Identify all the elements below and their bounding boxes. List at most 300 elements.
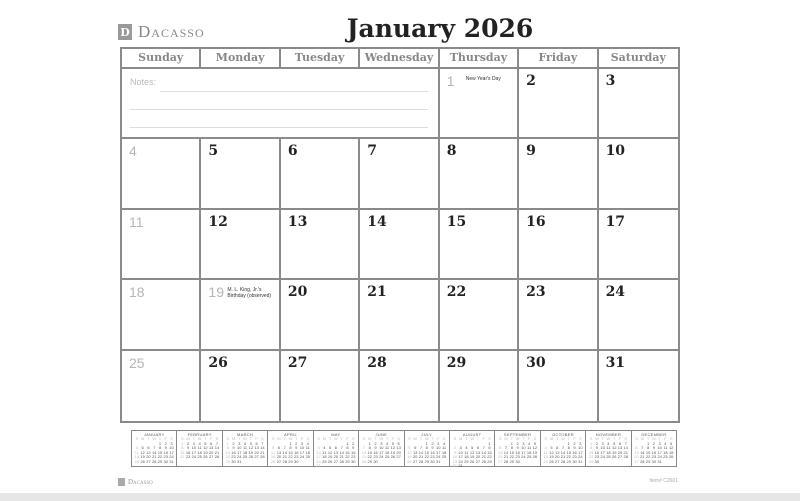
mini-weekday: F xyxy=(573,436,576,441)
mini-day: 8 xyxy=(589,445,593,450)
weekday-header: Friday xyxy=(519,49,598,69)
mini-day: 11 xyxy=(322,449,327,455)
mini-day: 27 xyxy=(498,458,503,464)
day-cell[interactable] xyxy=(281,210,360,280)
mini-day: 5 xyxy=(670,440,673,446)
day-number: 4 xyxy=(129,143,137,160)
mini-weekday: T xyxy=(340,436,343,441)
day-cell[interactable] xyxy=(122,210,201,280)
mini-day: 29 xyxy=(225,458,230,464)
mini-day: 26 xyxy=(611,454,617,459)
mini-day: 13 xyxy=(412,449,418,455)
mini-weekday: S xyxy=(624,436,628,441)
mini-day: 21 xyxy=(418,454,424,459)
mini-day: 13 xyxy=(396,445,401,450)
mini-day: 15 xyxy=(509,449,515,455)
mini-day: 14 xyxy=(481,449,486,455)
mini-day: 17 xyxy=(458,454,463,459)
mini-day: 6 xyxy=(499,445,502,450)
mini-day: 23 xyxy=(515,454,520,459)
mini-weekday: T xyxy=(419,436,423,441)
mini-day: 22 xyxy=(288,454,293,459)
mini-day: 18 xyxy=(322,454,327,459)
mini-weekday: S xyxy=(271,436,275,441)
mini-day: 14 xyxy=(214,445,220,450)
mini-day: 25 xyxy=(322,458,327,464)
mini-weekday: M xyxy=(549,436,554,441)
mini-day: 24 xyxy=(578,454,583,459)
mini-day: 15 xyxy=(566,449,571,455)
mini-day: 14 xyxy=(503,449,509,455)
mini-day: 22 xyxy=(566,454,571,459)
mini-day: 24 xyxy=(600,454,605,459)
mini-weekday: T xyxy=(601,436,604,441)
day-number: 21 xyxy=(367,284,387,301)
mini-day: 24 xyxy=(169,454,174,459)
mini-day-grid xyxy=(361,437,401,464)
day-cell[interactable] xyxy=(599,210,678,280)
mini-month-name: JUNE xyxy=(375,432,388,437)
mini-day: 24 xyxy=(379,454,384,459)
mini-day: 19 xyxy=(532,449,538,455)
mini-day: 24 xyxy=(237,454,242,459)
weekday-header: Monday xyxy=(201,49,280,69)
day-cell[interactable] xyxy=(201,210,280,280)
mini-month-name: NOVEMBER xyxy=(595,432,622,437)
mini-day: 10 xyxy=(657,445,662,450)
mini-day: 6 xyxy=(556,445,559,450)
mini-day: 8 xyxy=(510,445,513,450)
mini-weekday: T xyxy=(556,436,559,441)
day-cell[interactable] xyxy=(122,280,201,350)
day-cell[interactable] xyxy=(599,351,678,421)
mini-day: 21 xyxy=(339,454,344,459)
mini-day: 25 xyxy=(134,458,140,464)
day-cell[interactable] xyxy=(281,280,360,350)
mini-weekday: W xyxy=(561,436,565,441)
mini-day: 23 xyxy=(350,454,356,459)
mini-day: 18 xyxy=(134,454,140,459)
day-number: 29 xyxy=(446,354,467,371)
day-cell[interactable] xyxy=(360,139,439,209)
day-cell[interactable] xyxy=(281,351,360,421)
mini-day: 29 xyxy=(509,458,515,464)
mini-day: 14 xyxy=(623,445,628,450)
mini-weekday: W xyxy=(288,436,293,441)
mini-weekday: T xyxy=(374,436,377,441)
mini-day: 3 xyxy=(601,440,604,446)
mini-weekday: F xyxy=(482,436,485,441)
mini-day: 23 xyxy=(163,454,168,459)
mini-month xyxy=(449,430,495,467)
day-number: 1 xyxy=(446,73,455,89)
mini-weekday: F xyxy=(346,436,349,441)
mini-day: 17 xyxy=(521,449,526,455)
day-number: 22 xyxy=(446,284,467,301)
year-mini-calendars xyxy=(131,430,676,467)
mini-month-name: DECEMBER xyxy=(641,432,667,437)
mini-month-name: AUGUST xyxy=(462,432,482,437)
mini-day: 4 xyxy=(306,440,309,446)
mini-month-name: JULY xyxy=(421,432,433,437)
mini-day: 1 xyxy=(510,440,513,446)
day-cell[interactable] xyxy=(360,351,439,421)
mini-day: 1 xyxy=(368,440,371,446)
mini-day: 10 xyxy=(191,445,197,450)
mini-day: 13 xyxy=(475,449,481,455)
day-cell[interactable] xyxy=(519,69,598,139)
mini-day: 4 xyxy=(198,440,201,446)
mini-day: 25 xyxy=(543,458,548,464)
mini-weekday: F xyxy=(255,436,258,441)
mini-day: 6 xyxy=(334,445,337,450)
mini-day: 21 xyxy=(214,449,220,455)
mini-weekday: T xyxy=(465,436,468,441)
mini-day-grid xyxy=(497,437,537,464)
day-cell[interactable] xyxy=(440,139,519,209)
mini-day: 9 xyxy=(232,445,235,450)
day-number: 30 xyxy=(526,354,546,371)
day-cell[interactable] xyxy=(440,210,519,280)
mini-day: 23 xyxy=(452,458,458,464)
mini-day: 19 xyxy=(270,454,276,459)
day-number: 9 xyxy=(526,143,536,160)
mini-weekday: T xyxy=(431,436,434,441)
mini-day: 12 xyxy=(248,445,254,450)
mini-day: 12 xyxy=(611,445,617,450)
mini-day: 28 xyxy=(260,454,265,459)
mini-day: 22 xyxy=(588,454,594,459)
page-title: January 2026 xyxy=(346,14,534,43)
mini-day: 1 xyxy=(346,440,349,446)
mini-day: 28 xyxy=(623,454,628,459)
mini-day: 16 xyxy=(163,449,168,455)
mini-day: 25 xyxy=(526,454,532,459)
month-grid xyxy=(120,47,680,423)
mini-day: 16 xyxy=(515,449,520,455)
mini-day: 28 xyxy=(560,458,566,464)
mini-day: 16 xyxy=(350,449,356,455)
mini-day: 21 xyxy=(260,449,265,455)
mini-day: 2 xyxy=(352,440,355,446)
mini-day: 21 xyxy=(282,454,287,459)
mini-day-grid xyxy=(588,437,628,464)
day-cell[interactable] xyxy=(122,351,201,421)
day-number: 15 xyxy=(446,213,467,230)
mini-weekday: W xyxy=(651,436,656,441)
mini-weekday: M xyxy=(595,436,599,441)
mini-day: 14 xyxy=(560,449,566,455)
mini-day: 21 xyxy=(151,454,157,459)
mini-month xyxy=(131,430,177,467)
mini-day: 9 xyxy=(352,445,355,450)
mini-day: 24 xyxy=(657,454,662,459)
mini-weekday: T xyxy=(476,436,480,441)
weekday-header: Sunday xyxy=(122,49,201,69)
mini-weekday: T xyxy=(283,436,286,441)
mini-month-name: APRIL xyxy=(283,432,297,437)
mini-day: 26 xyxy=(203,454,208,459)
mini-day: 9 xyxy=(652,445,655,450)
mini-day: 7 xyxy=(504,445,508,450)
day-number: 6 xyxy=(287,143,298,160)
mini-day: 11 xyxy=(242,445,248,450)
mini-weekday: W xyxy=(243,436,247,441)
mini-day: 27 xyxy=(617,454,623,459)
mini-weekday: S xyxy=(498,436,502,441)
mini-weekday: M xyxy=(640,436,644,441)
notes-area[interactable] xyxy=(122,69,440,139)
mini-day: 29 xyxy=(367,458,372,464)
mini-weekday: T xyxy=(192,436,196,441)
mini-day: 22 xyxy=(225,454,230,459)
day-number: 13 xyxy=(287,213,308,230)
mini-day: 19 xyxy=(549,454,554,459)
mini-day: 22 xyxy=(367,454,372,459)
mini-day: 23 xyxy=(294,454,299,459)
mini-day: 2 xyxy=(573,440,576,446)
mini-day-grid xyxy=(225,437,265,464)
mini-weekday: S xyxy=(442,436,446,441)
mini-day: 28 xyxy=(640,458,645,464)
mini-day: 26 xyxy=(270,458,276,464)
mini-day: 23 xyxy=(594,454,600,459)
weekday-header: Thursday xyxy=(440,49,519,69)
mini-day: 28 xyxy=(503,458,509,464)
mini-day: 15 xyxy=(588,449,594,455)
mini-day: 4 xyxy=(544,445,547,450)
day-number: 11 xyxy=(129,213,144,230)
mini-day: 10 xyxy=(237,445,242,450)
mini-weekday: W xyxy=(424,436,429,441)
mini-weekday: T xyxy=(522,436,525,441)
mini-day: 10 xyxy=(458,449,463,455)
day-cell[interactable] xyxy=(599,139,678,209)
mini-day: 23 xyxy=(231,454,236,459)
mini-day: 11 xyxy=(663,445,668,450)
day-number: 16 xyxy=(526,213,546,230)
mini-weekday: T xyxy=(567,436,570,441)
day-cell[interactable] xyxy=(519,280,598,350)
mini-day: 12 xyxy=(549,449,554,455)
mini-day: 1 xyxy=(589,440,593,446)
mini-day: 28 xyxy=(361,458,367,464)
mini-day: 29 xyxy=(645,458,651,464)
mini-weekday: M xyxy=(322,436,327,441)
mini-day: 24 xyxy=(521,454,526,459)
mini-day: 16 xyxy=(430,449,435,455)
day-number: 25 xyxy=(129,354,145,371)
mini-day: 27 xyxy=(254,454,259,459)
mini-day: 12 xyxy=(390,445,396,450)
mini-day: 13 xyxy=(555,449,560,455)
day-cell[interactable] xyxy=(440,351,519,421)
day-cell[interactable] xyxy=(519,210,598,280)
mini-month-name: JANUARY xyxy=(143,432,165,437)
mini-weekday: S xyxy=(362,436,366,441)
mini-weekday: T xyxy=(385,436,389,441)
day-cell[interactable] xyxy=(201,139,280,209)
day-number: 17 xyxy=(605,213,626,230)
day-cell[interactable] xyxy=(201,351,280,421)
day-cell[interactable] xyxy=(281,139,360,209)
mini-day: 9 xyxy=(431,445,434,450)
mini-day: 1 xyxy=(567,440,570,446)
mini-day: 7 xyxy=(624,440,627,446)
mini-day: 8 xyxy=(226,445,229,450)
mini-day: 8 xyxy=(368,445,371,450)
mini-day: 10 xyxy=(600,445,605,450)
mini-day: 6 xyxy=(397,440,400,446)
day-number: 10 xyxy=(605,143,626,160)
day-cell[interactable] xyxy=(201,280,280,350)
mini-weekday: F xyxy=(437,436,440,441)
mini-day: 13 xyxy=(634,449,639,455)
mini-day: 20 xyxy=(254,449,259,455)
mini-day: 7 xyxy=(561,445,565,450)
mini-day: 16 xyxy=(231,449,236,455)
day-cell[interactable] xyxy=(599,280,678,350)
mini-day: 29 xyxy=(288,458,293,464)
mini-day: 11 xyxy=(527,445,532,450)
mini-day: 25 xyxy=(606,454,611,459)
mini-weekday: S xyxy=(180,436,184,441)
day-number: 26 xyxy=(208,354,228,371)
mini-day: 31 xyxy=(458,463,463,468)
mini-day: 9 xyxy=(573,445,576,450)
mini-day: 8 xyxy=(346,445,349,450)
day-cell[interactable] xyxy=(519,139,598,209)
mini-day: 3 xyxy=(522,440,525,446)
mini-day: 5 xyxy=(329,445,332,450)
mini-day: 3 xyxy=(658,440,661,446)
mini-day-grid xyxy=(270,437,310,464)
mini-day: 19 xyxy=(140,454,145,459)
mini-day: 22 xyxy=(424,454,429,459)
mini-day: 30 xyxy=(294,458,299,464)
mini-day: 30 xyxy=(651,458,657,464)
mini-month xyxy=(540,430,586,467)
mini-weekday: S xyxy=(533,436,537,441)
day-cell[interactable] xyxy=(599,69,678,139)
holiday-label: M. L. King, Jr.'s Birthday (observed) xyxy=(227,287,272,300)
mini-day-grid xyxy=(452,437,492,469)
mini-day: 18 xyxy=(606,449,611,455)
mini-day: 24 xyxy=(436,454,441,459)
logo-icon: D xyxy=(118,24,132,40)
mini-day: 25 xyxy=(384,454,390,459)
mini-day: 8 xyxy=(289,445,292,450)
mini-day: 15 xyxy=(225,449,230,455)
mini-day: 8 xyxy=(425,445,428,450)
mini-day: 17 xyxy=(436,449,441,455)
mini-day: 15 xyxy=(645,449,651,455)
mini-day: 7 xyxy=(215,440,219,446)
mini-day: 10 xyxy=(169,445,174,450)
mini-day: 3 xyxy=(238,440,241,446)
mini-day: 8 xyxy=(158,445,162,450)
mini-day: 20 xyxy=(634,454,639,459)
mini-day: 2 xyxy=(431,440,434,446)
mini-day: 9 xyxy=(516,445,519,450)
mini-month-name: OCTOBER xyxy=(552,432,574,437)
notes-line xyxy=(130,127,428,128)
mini-day: 26 xyxy=(469,458,475,464)
mini-day: 30 xyxy=(430,458,435,464)
day-cell[interactable] xyxy=(360,280,439,350)
mini-month xyxy=(631,430,677,467)
mini-day: 8 xyxy=(181,445,184,450)
mini-weekday: S xyxy=(317,436,320,441)
mini-day: 23 xyxy=(430,454,435,459)
mini-weekday: M xyxy=(140,436,145,441)
mini-day: 9 xyxy=(374,445,377,450)
mini-day: 9 xyxy=(295,445,298,450)
mini-day: 13 xyxy=(276,449,282,455)
mini-weekday: T xyxy=(249,436,253,441)
mini-day: 10 xyxy=(299,445,305,450)
day-number: 2 xyxy=(526,73,536,89)
mini-day: 21 xyxy=(640,454,645,459)
mini-day: 5 xyxy=(550,445,553,450)
mini-day: 11 xyxy=(385,445,390,450)
mini-day: 28 xyxy=(481,458,486,464)
mini-weekday: S xyxy=(544,436,548,441)
day-cell[interactable] xyxy=(440,280,519,350)
mini-month xyxy=(267,430,313,467)
day-number: 7 xyxy=(367,143,378,160)
mini-weekday: W xyxy=(197,436,202,441)
mini-day: 31 xyxy=(316,463,321,468)
mini-day: 15 xyxy=(157,449,163,455)
mini-weekday: T xyxy=(510,436,514,441)
mini-day: 4 xyxy=(442,440,446,446)
day-number: 27 xyxy=(287,354,308,371)
mini-day: 31 xyxy=(169,458,174,464)
mini-day: 8 xyxy=(488,445,491,450)
mini-day: 30 xyxy=(452,463,458,468)
mini-day: 8 xyxy=(567,445,570,450)
mini-day: 15 xyxy=(288,449,293,455)
mini-day-grid xyxy=(543,437,583,464)
mini-weekday: S xyxy=(589,436,593,441)
mini-day: 1 xyxy=(425,440,428,446)
mini-day: 25 xyxy=(464,458,469,464)
mini-day: 10 xyxy=(521,445,526,450)
mini-day: 20 xyxy=(412,454,418,459)
day-cell[interactable] xyxy=(519,351,598,421)
mini-day: 24 xyxy=(191,454,197,459)
mini-day: 28 xyxy=(151,458,157,464)
mini-day: 5 xyxy=(272,445,275,450)
weekday-header: Saturday xyxy=(599,49,678,69)
mini-day: 4 xyxy=(528,440,531,446)
mini-day: 5 xyxy=(471,445,474,450)
mini-day: 16 xyxy=(651,449,657,455)
mini-month xyxy=(404,430,450,467)
mini-weekday: F xyxy=(209,436,213,441)
mini-day: 4 xyxy=(607,440,610,446)
mini-weekday: S xyxy=(397,436,400,441)
mini-day: 6 xyxy=(635,445,638,450)
mini-day: 12 xyxy=(270,449,276,455)
day-number: 3 xyxy=(605,73,616,89)
holiday-label: New Year's Day xyxy=(465,76,501,82)
mini-day: 22 xyxy=(180,454,185,459)
day-cell[interactable] xyxy=(360,210,439,280)
day-cell[interactable] xyxy=(440,69,519,139)
day-cell[interactable] xyxy=(122,139,201,209)
